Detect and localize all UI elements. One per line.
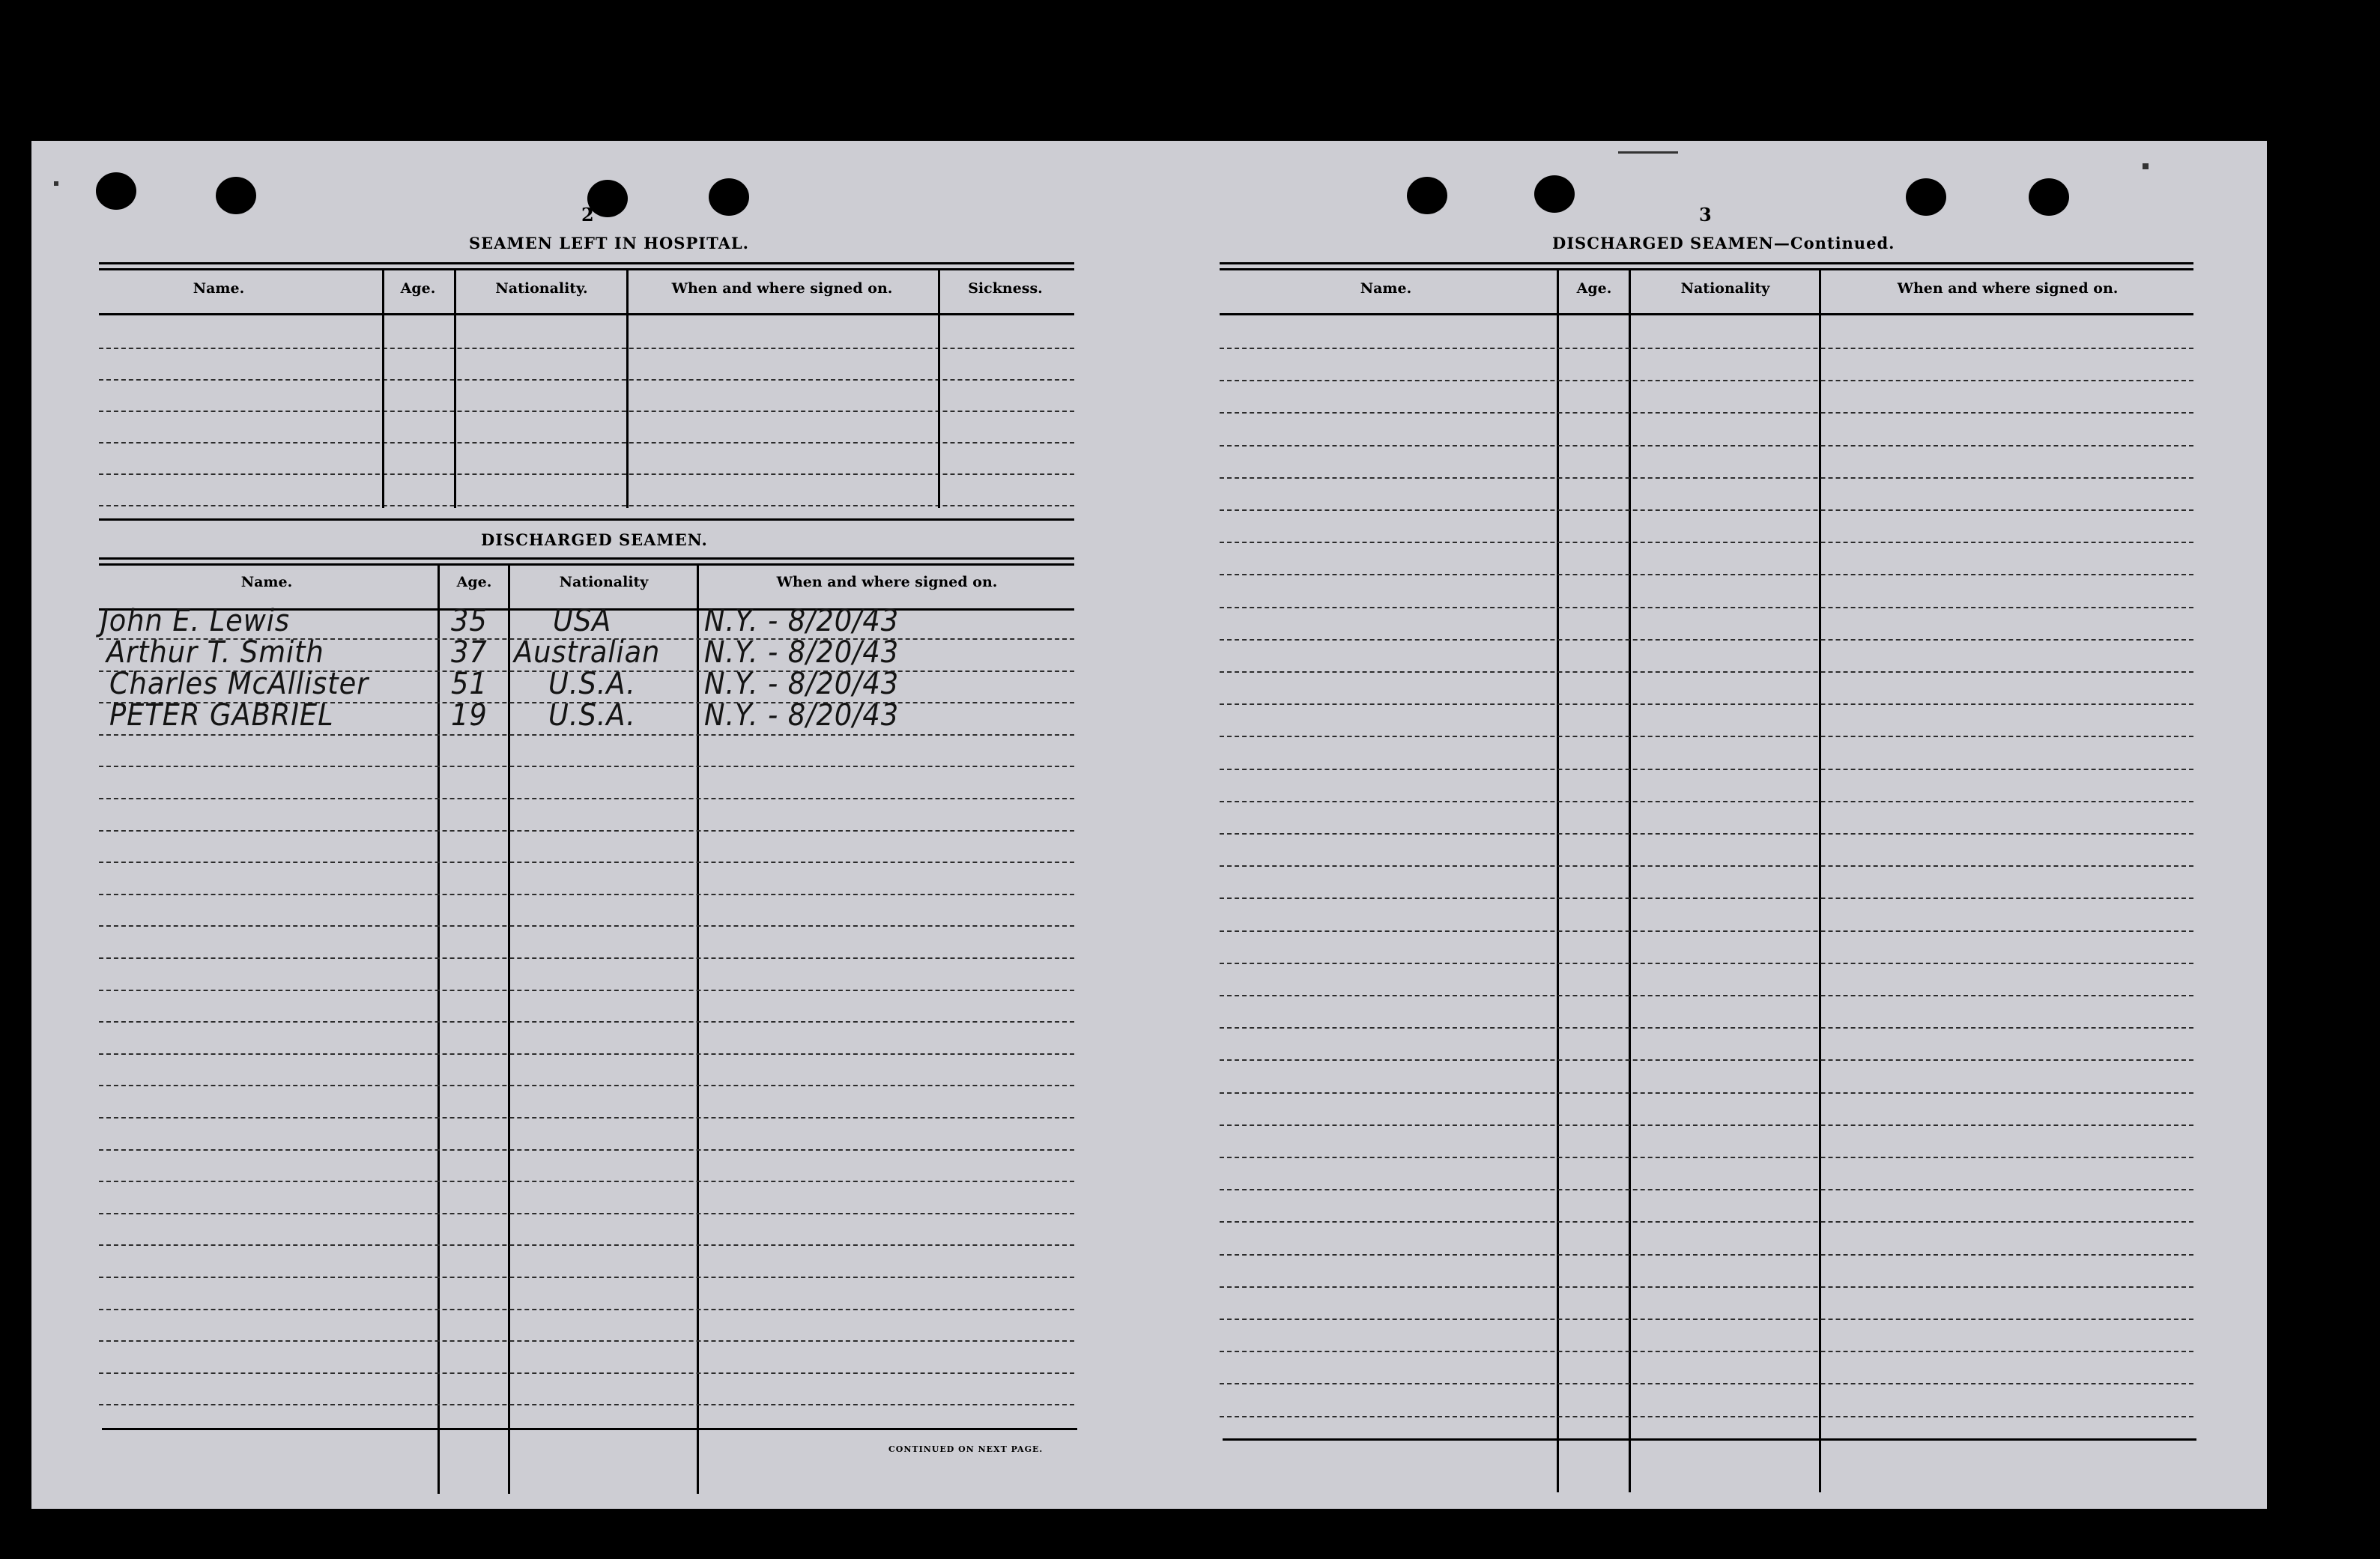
row-rule <box>99 894 1074 895</box>
row-rule <box>99 990 1074 991</box>
row-rule <box>1220 1027 2193 1029</box>
page-number-left: 2 <box>581 204 594 225</box>
row-rule <box>1220 897 2193 899</box>
right-section-title: DISCHARGED SEAMEN—Continued. <box>1552 234 1895 252</box>
rule <box>1220 262 2193 264</box>
row-rule <box>1220 703 2193 705</box>
entry-nationality: U.S.A. <box>548 698 636 733</box>
entry-name: PETER GABRIEL <box>109 698 334 733</box>
entry-age: 19 <box>451 698 488 733</box>
row-rule <box>99 734 1074 736</box>
document-sheet <box>31 141 2267 1509</box>
column-rule <box>1629 270 1631 1492</box>
row-rule <box>99 1149 1074 1151</box>
rule <box>99 262 1074 264</box>
rule <box>99 557 1074 560</box>
entry-signed-on: N.Y. - 8/20/43 <box>704 698 900 733</box>
speck <box>1618 151 1678 154</box>
entry-signed-on: N.Y. - 8/20/43 <box>704 667 900 701</box>
column-rule <box>697 565 699 1494</box>
row-rule <box>1220 477 2193 479</box>
page-number-right: 3 <box>1699 204 1712 225</box>
row-rule <box>99 1181 1074 1182</box>
row-rule <box>99 957 1074 959</box>
discharged-section-title: DISCHARGED SEAMEN. <box>481 530 708 549</box>
entry-nationality: U.S.A. <box>548 667 636 701</box>
column-rule <box>508 565 510 1494</box>
row-rule <box>99 1404 1074 1405</box>
row-rule <box>1220 445 2193 446</box>
row-rule <box>99 1117 1074 1118</box>
punch-hole <box>709 178 749 216</box>
speck <box>54 181 58 186</box>
row-rule <box>1220 736 2193 737</box>
column-rule <box>437 565 440 1494</box>
punch-hole <box>1534 175 1575 213</box>
row-rule <box>99 473 1074 475</box>
column-rule <box>1557 270 1559 1492</box>
column-rule <box>626 270 629 508</box>
row-rule <box>1220 1286 2193 1288</box>
hospital-col-signed-on-header: When and where signed on. <box>671 280 893 297</box>
entry-signed-on: N.Y. - 8/20/43 <box>704 604 900 638</box>
row-rule <box>1220 995 2193 996</box>
row-rule <box>99 862 1074 863</box>
row-rule <box>99 1277 1074 1278</box>
row-rule <box>99 830 1074 832</box>
column-rule <box>1819 270 1821 1492</box>
row-rule <box>1220 930 2193 932</box>
hospital-col-name-header: Name. <box>193 280 245 297</box>
header-rule <box>1220 313 2193 315</box>
row-rule <box>1220 963 2193 964</box>
row-rule <box>99 1213 1074 1214</box>
bottom-rule <box>1223 1438 2196 1441</box>
row-rule <box>99 1372 1074 1374</box>
rule <box>1220 268 2193 270</box>
discharged-col-nationality-header: Nationality <box>559 574 649 590</box>
row-rule <box>99 1053 1074 1055</box>
row-rule <box>1220 380 2193 381</box>
hospital-col-nationality-header: Nationality. <box>495 280 588 297</box>
column-rule <box>938 270 940 508</box>
discharged-col-age-header: Age. <box>456 574 492 590</box>
row-rule <box>1220 833 2193 835</box>
row-rule <box>1220 769 2193 770</box>
entry-age: 51 <box>451 667 488 701</box>
row-rule <box>99 925 1074 927</box>
row-rule <box>99 348 1074 349</box>
row-rule <box>1220 542 2193 543</box>
right-col-signed-on-header: When and where signed on. <box>1897 280 2119 297</box>
row-rule <box>99 1021 1074 1023</box>
row-rule <box>99 442 1074 444</box>
right-col-name-header: Name. <box>1360 280 1412 297</box>
entry-nationality: USA <box>553 604 612 638</box>
right-col-age-header: Age. <box>1576 280 1612 297</box>
row-rule <box>1220 1319 2193 1320</box>
right-col-nationality-header: Nationality <box>1680 280 1770 297</box>
column-rule <box>382 270 384 508</box>
hospital-col-age-header: Age. <box>400 280 436 297</box>
speck <box>2143 163 2149 169</box>
entry-name: Arthur T. Smith <box>106 635 324 670</box>
row-rule <box>99 505 1074 506</box>
row-rule <box>1220 639 2193 641</box>
row-rule <box>1220 348 2193 349</box>
row-rule <box>1220 1157 2193 1158</box>
row-rule <box>1220 671 2193 673</box>
row-rule <box>1220 1059 2193 1061</box>
row-rule <box>1220 607 2193 608</box>
header-rule <box>99 313 1074 315</box>
punch-hole <box>1906 178 1946 216</box>
row-rule <box>1220 1221 2193 1223</box>
row-rule <box>99 766 1074 767</box>
row-rule <box>1220 412 2193 414</box>
row-rule <box>1220 1092 2193 1094</box>
row-rule <box>99 1244 1074 1246</box>
row-rule <box>99 1340 1074 1342</box>
row-rule <box>1220 1383 2193 1384</box>
punch-hole <box>96 172 136 210</box>
row-rule <box>99 1309 1074 1310</box>
hospital-section-title: SEAMEN LEFT IN HOSPITAL. <box>469 234 749 252</box>
row-rule <box>99 411 1074 412</box>
discharged-col-name-header: Name. <box>240 574 293 590</box>
entry-age: 37 <box>451 635 488 670</box>
row-rule <box>1220 574 2193 575</box>
row-rule <box>1220 1254 2193 1256</box>
row-rule <box>1220 865 2193 867</box>
row-rule <box>1220 1124 2193 1126</box>
row-rule <box>1220 1416 2193 1417</box>
rule <box>99 268 1074 270</box>
row-rule <box>1220 509 2193 511</box>
row-rule <box>1220 1189 2193 1190</box>
hospital-col-sickness-header: Sickness. <box>968 280 1043 297</box>
continued-footer: CONTINUED ON NEXT PAGE. <box>888 1444 1044 1454</box>
row-rule <box>99 798 1074 799</box>
punch-hole <box>2029 178 2069 216</box>
entry-age: 35 <box>451 604 488 638</box>
column-rule <box>454 270 456 508</box>
entry-name: John E. Lewis <box>100 604 290 638</box>
punch-hole <box>216 177 256 214</box>
bottom-rule <box>102 1428 1077 1430</box>
entry-nationality: Australian <box>514 635 661 670</box>
row-rule <box>1220 801 2193 802</box>
row-rule <box>99 379 1074 381</box>
rule <box>99 563 1074 566</box>
rule <box>99 518 1074 521</box>
row-rule <box>1220 1351 2193 1352</box>
punch-hole <box>1407 177 1447 214</box>
entry-name: Charles McAllister <box>109 667 369 701</box>
discharged-col-signed-on-header: When and where signed on. <box>776 574 998 590</box>
row-rule <box>99 1085 1074 1086</box>
entry-signed-on: N.Y. - 8/20/43 <box>704 635 900 670</box>
